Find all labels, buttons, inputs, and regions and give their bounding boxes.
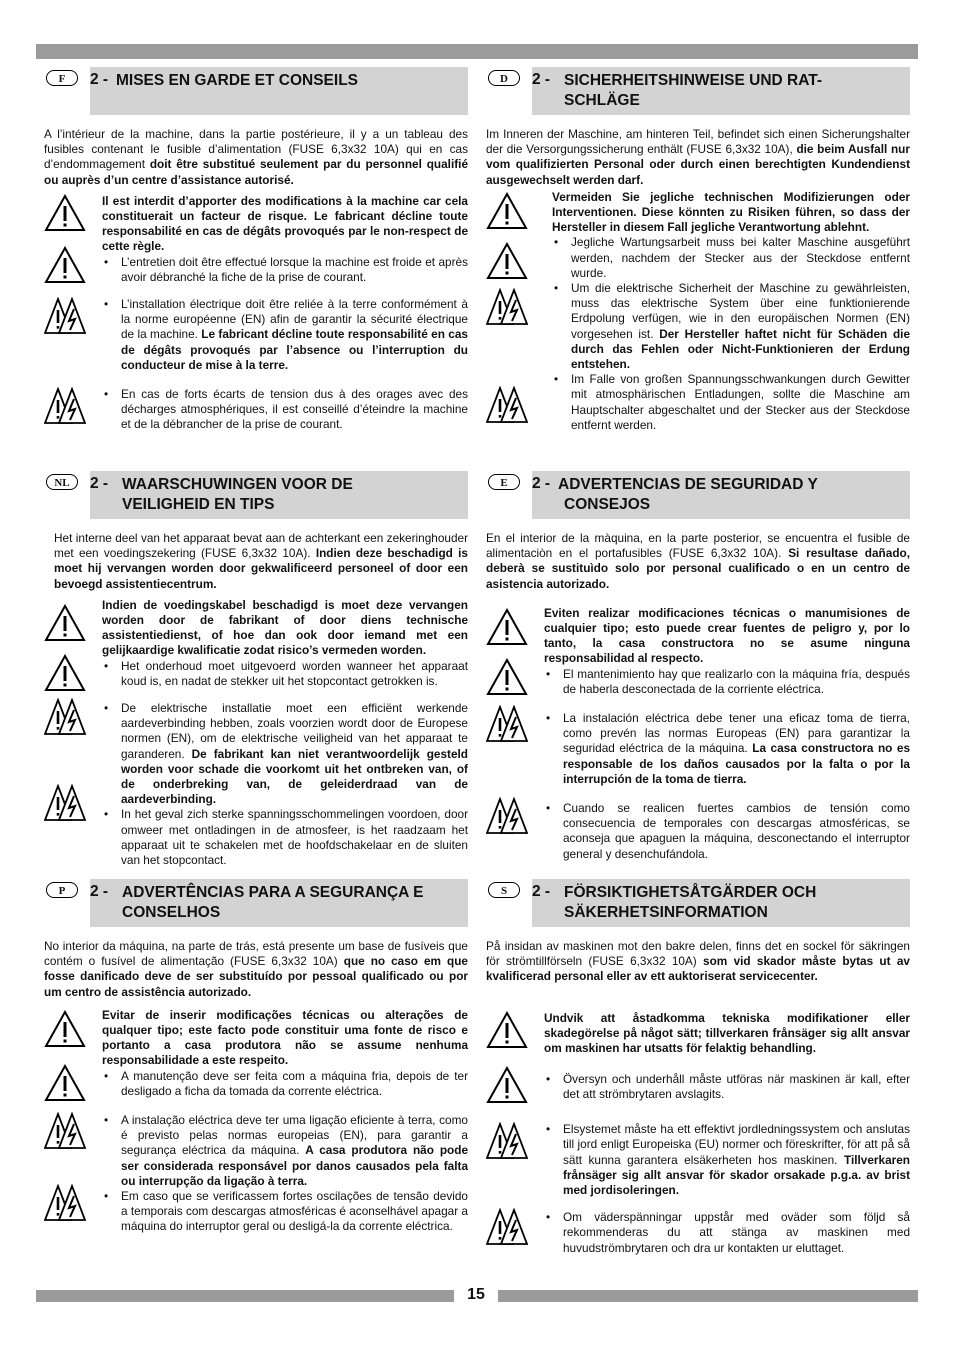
list-item: • Het onderhoud moet uitgevoerd worden wanneer het apparaat koud is, en nadat de stekker uit het stopcontact getrokken is. bbox=[104, 658, 468, 688]
intro-paragraph: A l’intérieur de la machine, dans la partie postérieure, il y a un tableau des fusibles contenant le fusible d’alimentation (FUSE 6,3x32 10A) qui en cas d’endommagement doit être substitué seulement par du personnel qualifié ou auprès d’un centre d’assistance autorisé. bbox=[44, 127, 468, 187]
section-title: WAARSCHUWINGEN VOOR DE bbox=[122, 476, 353, 493]
section-pt bbox=[44, 879, 468, 1235]
section-title: VEILIGHEID EN TIPS bbox=[122, 496, 275, 513]
page-number: 15 bbox=[467, 1286, 485, 1303]
list-item: • El mantenimiento hay que realizarlo con la máquina fría, después de haberla desconectada de la corriente eléctrica. bbox=[546, 666, 910, 696]
section-header bbox=[44, 879, 468, 927]
warning-row: Indien de voedingskabel beschadigd is moet deze vervangen worden door de fabrikant of door diens technische assistentiedienst, of hoe dan ook door iemand met een gelijkaardige kwalificatie zodat risico’s vermeden worden. • Het onderhoud moet uitgevoerd worden wanneer het apparaat koud is, en nadat de stekker uit het stopcontact getrokken is. • De elektrische installatie moet een efficiënt werkende aardeverbinding hebben, zoals voorzien wordt door de Europese normen (EN), om de elektrische veiligheid van het apparaat te garanderen. De fabrikant kan niet verantwoordelijk gesteld worden voor schade die voorkomt uit het ontbreken van, of de onderbreking van, de geleiderdraad van de aardeverbinding. • In het geval zich sterke spanningsschommelingen voordoen, door omweer met ontladingen in de atmosfeer, is het raadzaam het apparaat uit te schakelen met de hoofdschakelaar en de sluiten van het stopcontact. bbox=[44, 598, 468, 868]
electrical-hazard-icon bbox=[486, 705, 528, 743]
section-title: SICHERHEITSHINWEISE UND RAT- bbox=[564, 72, 823, 89]
warning-row: Undvik att åstadkomma tekniska modifikationer eller skadegörelse på något sätt; tillverkaren frånsäger sig allt ansvar om maskinen har utsatts för felaktig behandling. bbox=[486, 1011, 910, 1057]
warning-triangle-icon bbox=[486, 192, 528, 230]
list-item: • Jegliche Wartungsarbeit muss bei kalter Maschine ausgeführt werden, nachdem der Stecker aus der Steckdose entfernt wurde. bbox=[554, 235, 910, 280]
warning-row bbox=[44, 297, 468, 373]
warning-triangle-icon bbox=[486, 1066, 528, 1104]
list-item: • De elektrische installatie moet een efficiënt werkende aardeverbinding hebben, zoals voorzien wordt door de Europese normen (EN), om de elektrische veiligheid van het apparaat te garanderen. De fabrikant kan niet verantwoordelijk gesteld worden voor schade die voorkomt uit het ontbreken van, of de onderbreking van, de geleiderdraad van de aardeverbinding. bbox=[104, 701, 469, 807]
electrical-hazard-icon bbox=[44, 698, 86, 736]
electrical-hazard-icon bbox=[486, 288, 528, 326]
electrical-hazard-icon bbox=[44, 297, 86, 335]
list-item: • Cuando se realicen fuertes cambios de tensión como consecuencia de temporales con descargas atmosféricas, se aconseja que apaguen la máquina, desconectando el interruptor general y desenchufándola. bbox=[546, 801, 910, 861]
warning-row bbox=[486, 1072, 910, 1112]
warning-triangle-icon bbox=[44, 1064, 86, 1102]
section-nl bbox=[44, 471, 468, 868]
list-item: • La instalación eléctrica debe tener una eficaz toma de tierra, como prevén las normas Europeas (EN) para garantizar la seguridad eléctrica de la máquina. La casa constructora no es responsable de los daños causados por la falta o por la interrupción de la toma de tierra. bbox=[546, 711, 911, 786]
electrical-hazard-icon bbox=[486, 797, 528, 835]
list-item: • L’entretien doit être effectué lorsque la machine est froide et après avoir débranché la fiche de la prise de courant. bbox=[104, 254, 468, 284]
language-flag: D bbox=[488, 70, 520, 86]
warning-triangle-icon bbox=[44, 246, 86, 284]
section-number: 2 - bbox=[90, 883, 109, 900]
footer-bar-right bbox=[498, 1290, 918, 1302]
list-item: • A instalação eléctrica deve ter uma ligação eficiente à terra, como é previsto pelas normas europeias (EN), para garantir a segurança eléctrica da máquina. A casa produtora não pode ser considerada responsável por danos causados pela falta ou interrupção da ligação à terra. bbox=[104, 1113, 468, 1188]
language-flag: S bbox=[488, 882, 520, 898]
warning-row bbox=[486, 801, 910, 862]
language-flag: E bbox=[488, 474, 520, 490]
list-item: • Elsystemet måste ha ett effektivt jordledningssystem och anslutas till jord enligt Europeiska (EU) normer och föreskrifter, för att på så sätt kunna garantera elsäkerheten hos maskinen. Tillverkaren frånsäger sig allt ansvar för skador orsakade p.g.a. av brist med jordisoleringen. bbox=[546, 1122, 910, 1198]
warning-row: Vermeiden Sie jegliche technischen Modifizierungen oder Interventionen. Diese könnten zu Risiken führen, so dass der Hersteller in diesem Fall jegliche Verantwortung ablehnt. • Jegliche Wartungsarbeit muss bei kalter Maschine ausgeführt werden, nachdem der Stecker aus der Steckdose entfernt wurde. • Um die elektrische Sicherheit der Maschine zu gewährleisten, muss das elektrische System über eine funktionierende Erdpolung verfügen, wie in den europäischen Normen (EN) vorgesehen ist. Der Hersteller haftet nicht für Schäden die durch das Fehlen oder Nicht-Funktionieren der Erdung entstehen. • Im Falle von großen Spannungsschwankungen durch Gewitter mit atmosphärischen Entladungen, sollte die Maschine am Hauptschalter abgeschaltet und der Stecker aus der Steckdose entfernt werden. bbox=[486, 190, 910, 433]
intro-paragraph: Im Inneren der Maschine, am hinteren Teil, befindet sich einen Sicherungshalter der die Versorgungssicherung enthält (FUSE 6,3x32 10A), die beim Ausfall nur vom qualifizierten Personal oder durch einen berechtigten Kundendienst ausgewechselt werden darf. bbox=[486, 127, 910, 187]
warning-triangle-icon bbox=[44, 194, 86, 232]
section-sv bbox=[486, 879, 910, 1256]
section-number: 2 - bbox=[532, 475, 551, 492]
warning-triangle-icon bbox=[486, 658, 528, 696]
warning-triangle-icon bbox=[486, 1011, 528, 1049]
section-number: 2 - bbox=[532, 883, 551, 900]
section-header bbox=[486, 879, 910, 927]
language-flag: NL bbox=[46, 474, 78, 490]
intro-paragraph: Het interne deel van het apparaat bevat aan de achterkant een zekeringhouder met een voedingszekering (FUSE 6,3x32 10A). Indien deze beschadigd is moet hij vervangen worden door gekwalificeerd personeel of door een bevoegd assistentiecentrum. bbox=[54, 531, 468, 591]
section-title: MISES EN GARDE ET CONSEILS bbox=[116, 72, 359, 89]
language-flag: P bbox=[46, 882, 78, 898]
list-item: • L’installation électrique doit être reliée à la terre conformément à la norme européenne (EN) afin de garantir la sécurité électrique de la machine. Le fabricant décline toute responsabilité en cas de dégâts provoqués par l’absence ou l’interruption du conducteur de mise à la terre. bbox=[104, 297, 468, 372]
warning-triangle-icon bbox=[44, 1010, 86, 1048]
section-de bbox=[486, 67, 910, 433]
list-item: • A manutenção deve ser feita com a máquina fria, depois de ter desligado a ficha da tomada da corrente eléctrica. bbox=[104, 1068, 468, 1098]
intro-paragraph: En el interior de la màquina, en la parte posterior, se encuentra el fusible de alimentaciòn en el portafusibles (FUSE 6,3x32 10A). Si resultase dañado, deberà se sustituìdo solo por personal cualificado o en un centro de asistencia autorizado. bbox=[486, 531, 911, 591]
list-item: • In het geval zich sterke spanningsschommelingen voordoen, door omweer met ontladingen in de atmosfeer, is het raadzaam het apparaat uit te schakelen met de hoofdschakelaar en de sluiten van het stopcontact. bbox=[104, 807, 468, 868]
section-number: 2 - bbox=[90, 71, 109, 88]
section-header bbox=[44, 67, 468, 115]
list-item: • En cas de forts écarts de tension dus à des orages avec des décharges atmosphériques, il est conseillé d’éteindre la machine et de la débrancher de la prise de courant. bbox=[104, 387, 468, 432]
warning-row: Evitar de inserir modificações técnicas ou alterações de qualquer tipo; este facto pode constituir uma fonte de risco e portanto a casa produtora não se assume nenhuma responsabilidade a este respeito. • A manutenção deve ser feita com a máquina fria, depois de ter desligado a ficha da tomada da corrente eléctrica. • A instalação eléctrica deve ter uma ligação eficiente à terra, como é previsto pelas normas europeias (EN), para garantir a segurança eléctrica da máquina. A casa produtora não pode ser considerada responsável por danos causados pela falta ou interrupção da ligação à terra. • Em caso que se verificassem fortes oscilações de tensão devido a temporais com descargas atmosféricas é aconselhável apagar a máquina do interruptor geral ou desligá-la da corrente eléctrica. bbox=[44, 1008, 468, 1235]
section-title: SÄKERHETSINFORMATION bbox=[564, 904, 768, 921]
language-flag: F bbox=[46, 70, 78, 86]
top-bar bbox=[36, 44, 918, 59]
warning-row: Il est interdit d’apporter des modifications à la machine car cela constituerait un facteur de risque. Le fabricant décline toute responsabilité en cas de dégâts provoqués par le non-respect de cette règle. • L’entretien doit être effectué lorsque la machine est froide et après avoir débranché la fiche de la prise de courant. bbox=[44, 194, 468, 285]
section-header bbox=[486, 471, 910, 519]
warning-row bbox=[44, 387, 468, 433]
electrical-hazard-icon bbox=[44, 387, 86, 425]
footer-bar-left bbox=[36, 1290, 454, 1302]
warning-row bbox=[486, 1210, 910, 1256]
section-fr bbox=[44, 67, 468, 433]
section-header bbox=[44, 471, 468, 519]
section-title: CONSEJOS bbox=[564, 496, 651, 513]
section-title: ADVERTENCIAS DE SEGURIDAD Y bbox=[558, 476, 818, 493]
intro-paragraph: No interior da máquina, na parte de trás, está presente um base de fusíveis que contém o fusível de alimentação (FUSE 6,3x32 10A) que no caso em que fosse danificado deve de ser substituído por pessoal qualificado ou por um centro de assistência autorizado. bbox=[44, 939, 468, 999]
section-number: 2 - bbox=[532, 71, 551, 88]
warning-row bbox=[486, 711, 910, 787]
warning-triangle-icon bbox=[486, 242, 528, 280]
list-item: • Um die elektrische Sicherheit der Maschine zu gewährleisten, muss das elektrische System über eine funktionierende Erdpolung verfügen, wie in den europäischen Normen (EN) vorgesehen ist. Der Hersteller haftet nicht für Schäden die durch das Fehlen oder Nicht-Funktionieren der Erdung entstehen. bbox=[554, 281, 911, 372]
electrical-hazard-icon bbox=[44, 1112, 86, 1150]
electrical-hazard-icon bbox=[486, 1122, 528, 1160]
section-title: CONSELHOS bbox=[122, 904, 221, 921]
warning-triangle-icon bbox=[44, 654, 86, 692]
list-item: • Översyn och underhåll måste utföras när maskinen är kall, efter det att strömbrytaren avslagits. bbox=[546, 1072, 910, 1102]
electrical-hazard-icon bbox=[44, 784, 86, 822]
warning-row bbox=[486, 1122, 910, 1198]
electrical-hazard-icon bbox=[486, 1208, 528, 1246]
list-item: • Om väderspänningar uppstår med oväder som följd så rekommenderas du att stänga av maskinen med huvudströmbrytaren och dra ur kontakten ur eluttaget. bbox=[546, 1210, 910, 1255]
electrical-hazard-icon bbox=[44, 1184, 86, 1222]
warning-row: Eviten realizar modificaciones técnicas o manumisiones de cualquier tipo; esto puede crear fuentes de peligro y, por lo tanto, la casa constructora no se asume ninguna responsabilidad al respecto. • El mantenimiento hay que realizarlo con la máquina fría, después de haberla desconectada de la corriente eléctrica. bbox=[486, 606, 910, 697]
section-header bbox=[486, 67, 910, 115]
section-es bbox=[486, 471, 910, 862]
intro-paragraph: På insidan av maskinen mot den bakre delen, finns det en sockel för säkringen för strömtillförseln (FUSE 6,3x32 10A) som vid skador måste bytas ut av kvalificerad personal eller av ett auktoriserat servicecenter. bbox=[486, 939, 910, 984]
warning-triangle-icon bbox=[486, 608, 528, 646]
section-title: FÖRSIKTIGHETSÅTGÄRDER OCH bbox=[564, 884, 817, 901]
section-title: ADVERTÊNCIAS PARA A SEGURANÇA E bbox=[122, 884, 424, 901]
warning-triangle-icon bbox=[44, 604, 86, 642]
list-item: • Im Falle von großen Spannungsschwankungen durch Gewitter mit atmosphärischen Entladungen, sollte die Maschine am Hauptschalter abgeschaltet und der Stecker aus der Steckdose entfernt werden. bbox=[554, 372, 910, 432]
list-item: • Em caso que se verificassem fortes oscilações de tensão devido a temporais com descargas atmosféricas é aconselhável apagar a máquina do interruptor geral ou desligá-la da corrente eléctrica. bbox=[104, 1189, 468, 1234]
section-number: 2 - bbox=[90, 475, 109, 492]
electrical-hazard-icon bbox=[486, 386, 528, 424]
section-title: SCHLÄGE bbox=[564, 92, 640, 109]
